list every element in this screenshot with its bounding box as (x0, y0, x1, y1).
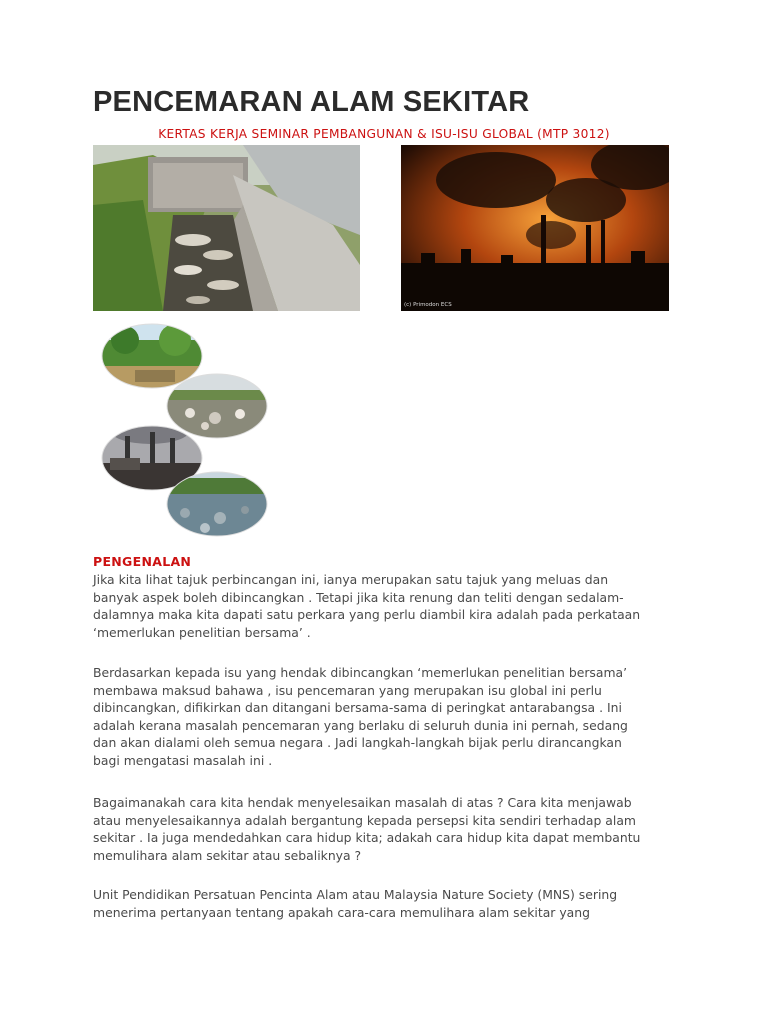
factory-smoke-photo (401, 145, 669, 311)
paragraph: Unit Pendidikan Persatuan Pencinta Alam atau Malaysia Nature Society (MNS) sering menerima pertanyaan tentang apakah cara-cara memulihara alam sekitar yang (93, 887, 618, 920)
polluted-drain-photo (93, 145, 360, 311)
page-subtitle: KERTAS KERJA SEMINAR PEMBANGUNAN & ISU-ISU GLOBAL (MTP 3012) (158, 127, 610, 141)
paragraph: Bagaimanakah cara kita hendak menyelesaikan masalah di atas ? Cara kita menjawab atau menyelesaikannya adalah bergantung kepada persepsi kita sendiri terhadap alam sekitar . Ia juga mendedahkan cara hidup kita; adakah cara hidup kita dapat membantu memulihara alam sekitar atau sebaliknya ? (93, 795, 641, 863)
paragraph: Jika kita lihat tajuk perbincangan ini, ianya merupakan satu tajuk yang meluas dan banyak aspek boleh dibincangkan . Tetapi jika kita renung dan teliti dengan sedalam- dalamnya maka kita dapati satu perkara yang perlu diambil kira adalah pada perkataan ‘memerlukan penelitian bersama’ . (93, 572, 641, 640)
photo-credit: (c) Primodon ECS (404, 302, 452, 308)
pollution-collage (95, 318, 270, 543)
page-title: PENCEMARAN ALAM SEKITAR (93, 86, 530, 118)
section-heading: PENGENALAN (93, 554, 192, 569)
paragraph: Berdasarkan kepada isu yang hendak dibincangkan ‘memerlukan penelitian bersama’ membawa maksud bahawa , isu pencemaran yang merupakan isu global ini perlu dibincangkan, difikirkan dan ditangani bersama-sama di peringkat antarabangsa . Ini adalah kerana masalah pencemaran yang berlaku di seluruh dunia ini pernah, sedang dan akan dialami oleh semua negara . Jadi langkah-langkah bijak perlu dirancangkan bagi mengatasi masalah ini . (93, 665, 628, 768)
